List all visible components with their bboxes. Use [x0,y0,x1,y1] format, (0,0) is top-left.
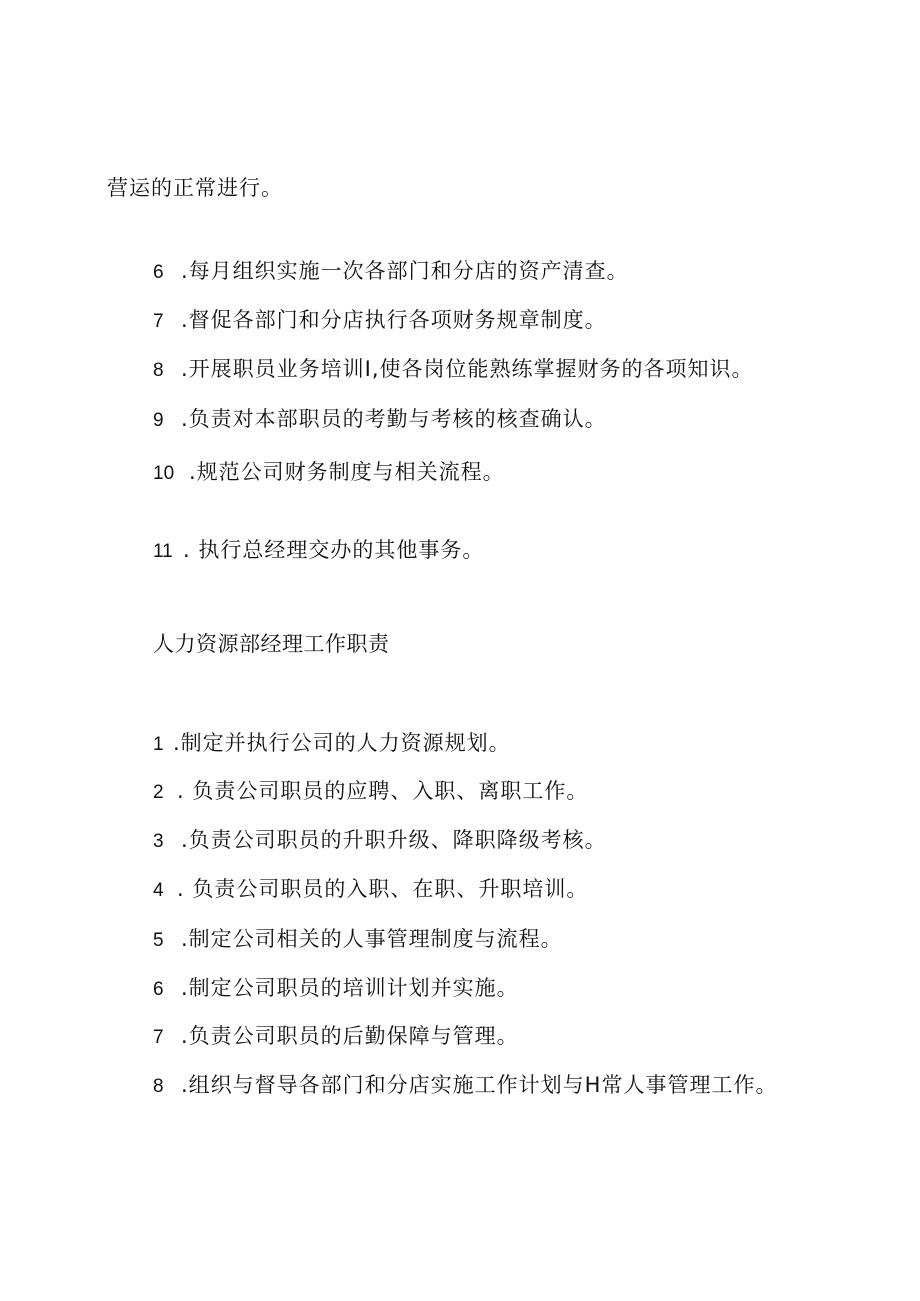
hr-item-8 [153,1071,777,1101]
item-text: .负责对本部职员的考勤与考核的核查确认。 [181,407,607,431]
item-text: .制定公司相关的人事管理制度与流程。 [181,927,563,951]
finance-item-11 [153,536,484,566]
item-number: 9 [153,410,164,431]
item-text: . 负责公司职员的入职、在职、升职培训。 [177,877,589,901]
continuation-text: 营运的正常进行。 [107,176,283,200]
hr-item-7 [153,1022,519,1052]
item-number: 11 [153,541,173,562]
item-number: 8 [153,1076,164,1097]
item-number: 5 [153,930,164,951]
item-number: 4 [153,880,164,901]
item-number: 2 [153,782,164,803]
hr-item-6 [153,974,519,1004]
item-text: .制定并执行公司的人力资源规划。 [173,731,511,755]
item-number: 3 [153,831,164,852]
item-text: .负责公司职员的后勤保障与管理。 [181,1024,519,1048]
hr-item-1 [153,729,511,759]
item-text: .开展职员业务培训I,使各岗位能熟练掌握财务的各项知识。 [181,357,754,381]
item-number: 6 [153,979,164,1000]
hr-section-heading: 人力资源部经理工作职责 [153,632,390,656]
item-number: 10 [153,463,175,484]
item-text: .每月组织实施一次各部门和分店的资产清查。 [181,259,629,283]
hr-item-2 [153,777,588,807]
item-text: .督促各部门和分店执行各项财务规章制度。 [181,308,607,332]
item-text: .组织与督导各部门和分店实施工作计划与H常人事管理工作。 [181,1073,778,1097]
item-text: .负责公司职员的升职升级、降职降级考核。 [181,828,607,852]
item-number: 7 [153,311,164,332]
finance-item-8 [153,355,754,385]
item-number: 6 [153,262,164,283]
hr-item-5 [153,925,563,955]
item-number: 7 [153,1027,164,1048]
item-text: .规范公司财务制度与相关流程。 [189,460,505,484]
finance-item-6 [153,257,629,287]
finance-item-7 [153,306,607,336]
finance-item-10 [153,458,505,488]
item-text: . 执行总经理交办的其他事务。 [183,538,485,562]
finance-item-9 [153,405,607,435]
item-text: . 负责公司职员的应聘、入职、离职工作。 [177,779,589,803]
item-number: 1 [153,734,164,755]
item-number: 8 [153,360,164,381]
item-text: .制定公司职员的培训计划并实施。 [181,976,519,1000]
hr-item-4 [153,875,588,905]
hr-item-3 [153,826,607,856]
